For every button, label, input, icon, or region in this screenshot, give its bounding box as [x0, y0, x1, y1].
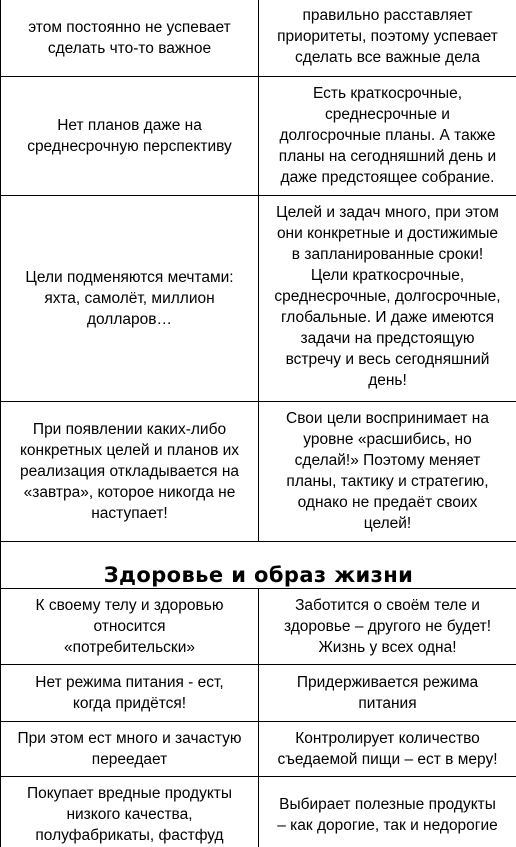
left-cell: Нет режима питания - ест, когда придётся!	[1, 665, 259, 722]
right-cell: Целей и задач много, при этом они конкретные и достижимые в запланированные сроки! Цели краткосрочные, среднесрочные, долгосрочные, глобальные. И даже имеются задачи на предстоящую встречу и весь сегодняшний день!	[259, 196, 516, 402]
right-cell: Свои цели воспринимает на уровне «расшибись, но сделай!» Поэтому меняет планы, тактику и стратегию, однако не предаёт своих целей!	[259, 402, 516, 542]
left-cell: При этом ест много и зачастую переедает	[1, 722, 259, 777]
table-row	[1, 777, 516, 847]
right-cell: Контролирует количество съедаемой пищи – ест в меру!	[259, 722, 516, 777]
right-cell: Выбирает полезные продукты – как дорогие, так и недорогие	[259, 777, 516, 847]
left-cell: К своему телу и здоровью относится «потребительски»	[1, 589, 259, 665]
table-row	[1, 0, 516, 77]
table-row	[1, 196, 516, 402]
right-cell: Заботится о своём теле и здоровье – другого не будет! Жизнь у всех одна!	[259, 589, 516, 665]
left-cell: Цели подменяются мечтами: яхта, самолёт, миллион долларов…	[1, 196, 259, 402]
left-cell: При появлении каких-либо конкретных целей и планов их реализация откладывается на «завтра», которое никогда не наступает!	[1, 402, 259, 542]
table-row	[1, 665, 516, 722]
section-title: Здоровье и образ жизни	[1, 542, 516, 589]
table-row	[1, 77, 516, 196]
section-row	[1, 542, 516, 589]
table-row	[1, 722, 516, 777]
left-cell: этом постоянно не успевает сделать что-то важное	[1, 0, 259, 77]
right-cell: правильно расставляет приоритеты, поэтому успевает сделать все важные дела	[259, 0, 516, 77]
table-row	[1, 589, 516, 665]
right-cell: Есть краткосрочные, среднесрочные и долгосрочные планы. А также планы на сегодняшний день и даже предстоящее собрание.	[259, 77, 516, 196]
left-cell: Покупает вредные продукты низкого качества, полуфабрикаты, фастфуд	[1, 777, 259, 847]
left-cell: Нет планов даже на среднесрочную перспективу	[1, 77, 259, 196]
right-cell: Придерживается режима питания	[259, 665, 516, 722]
table-row	[1, 402, 516, 542]
